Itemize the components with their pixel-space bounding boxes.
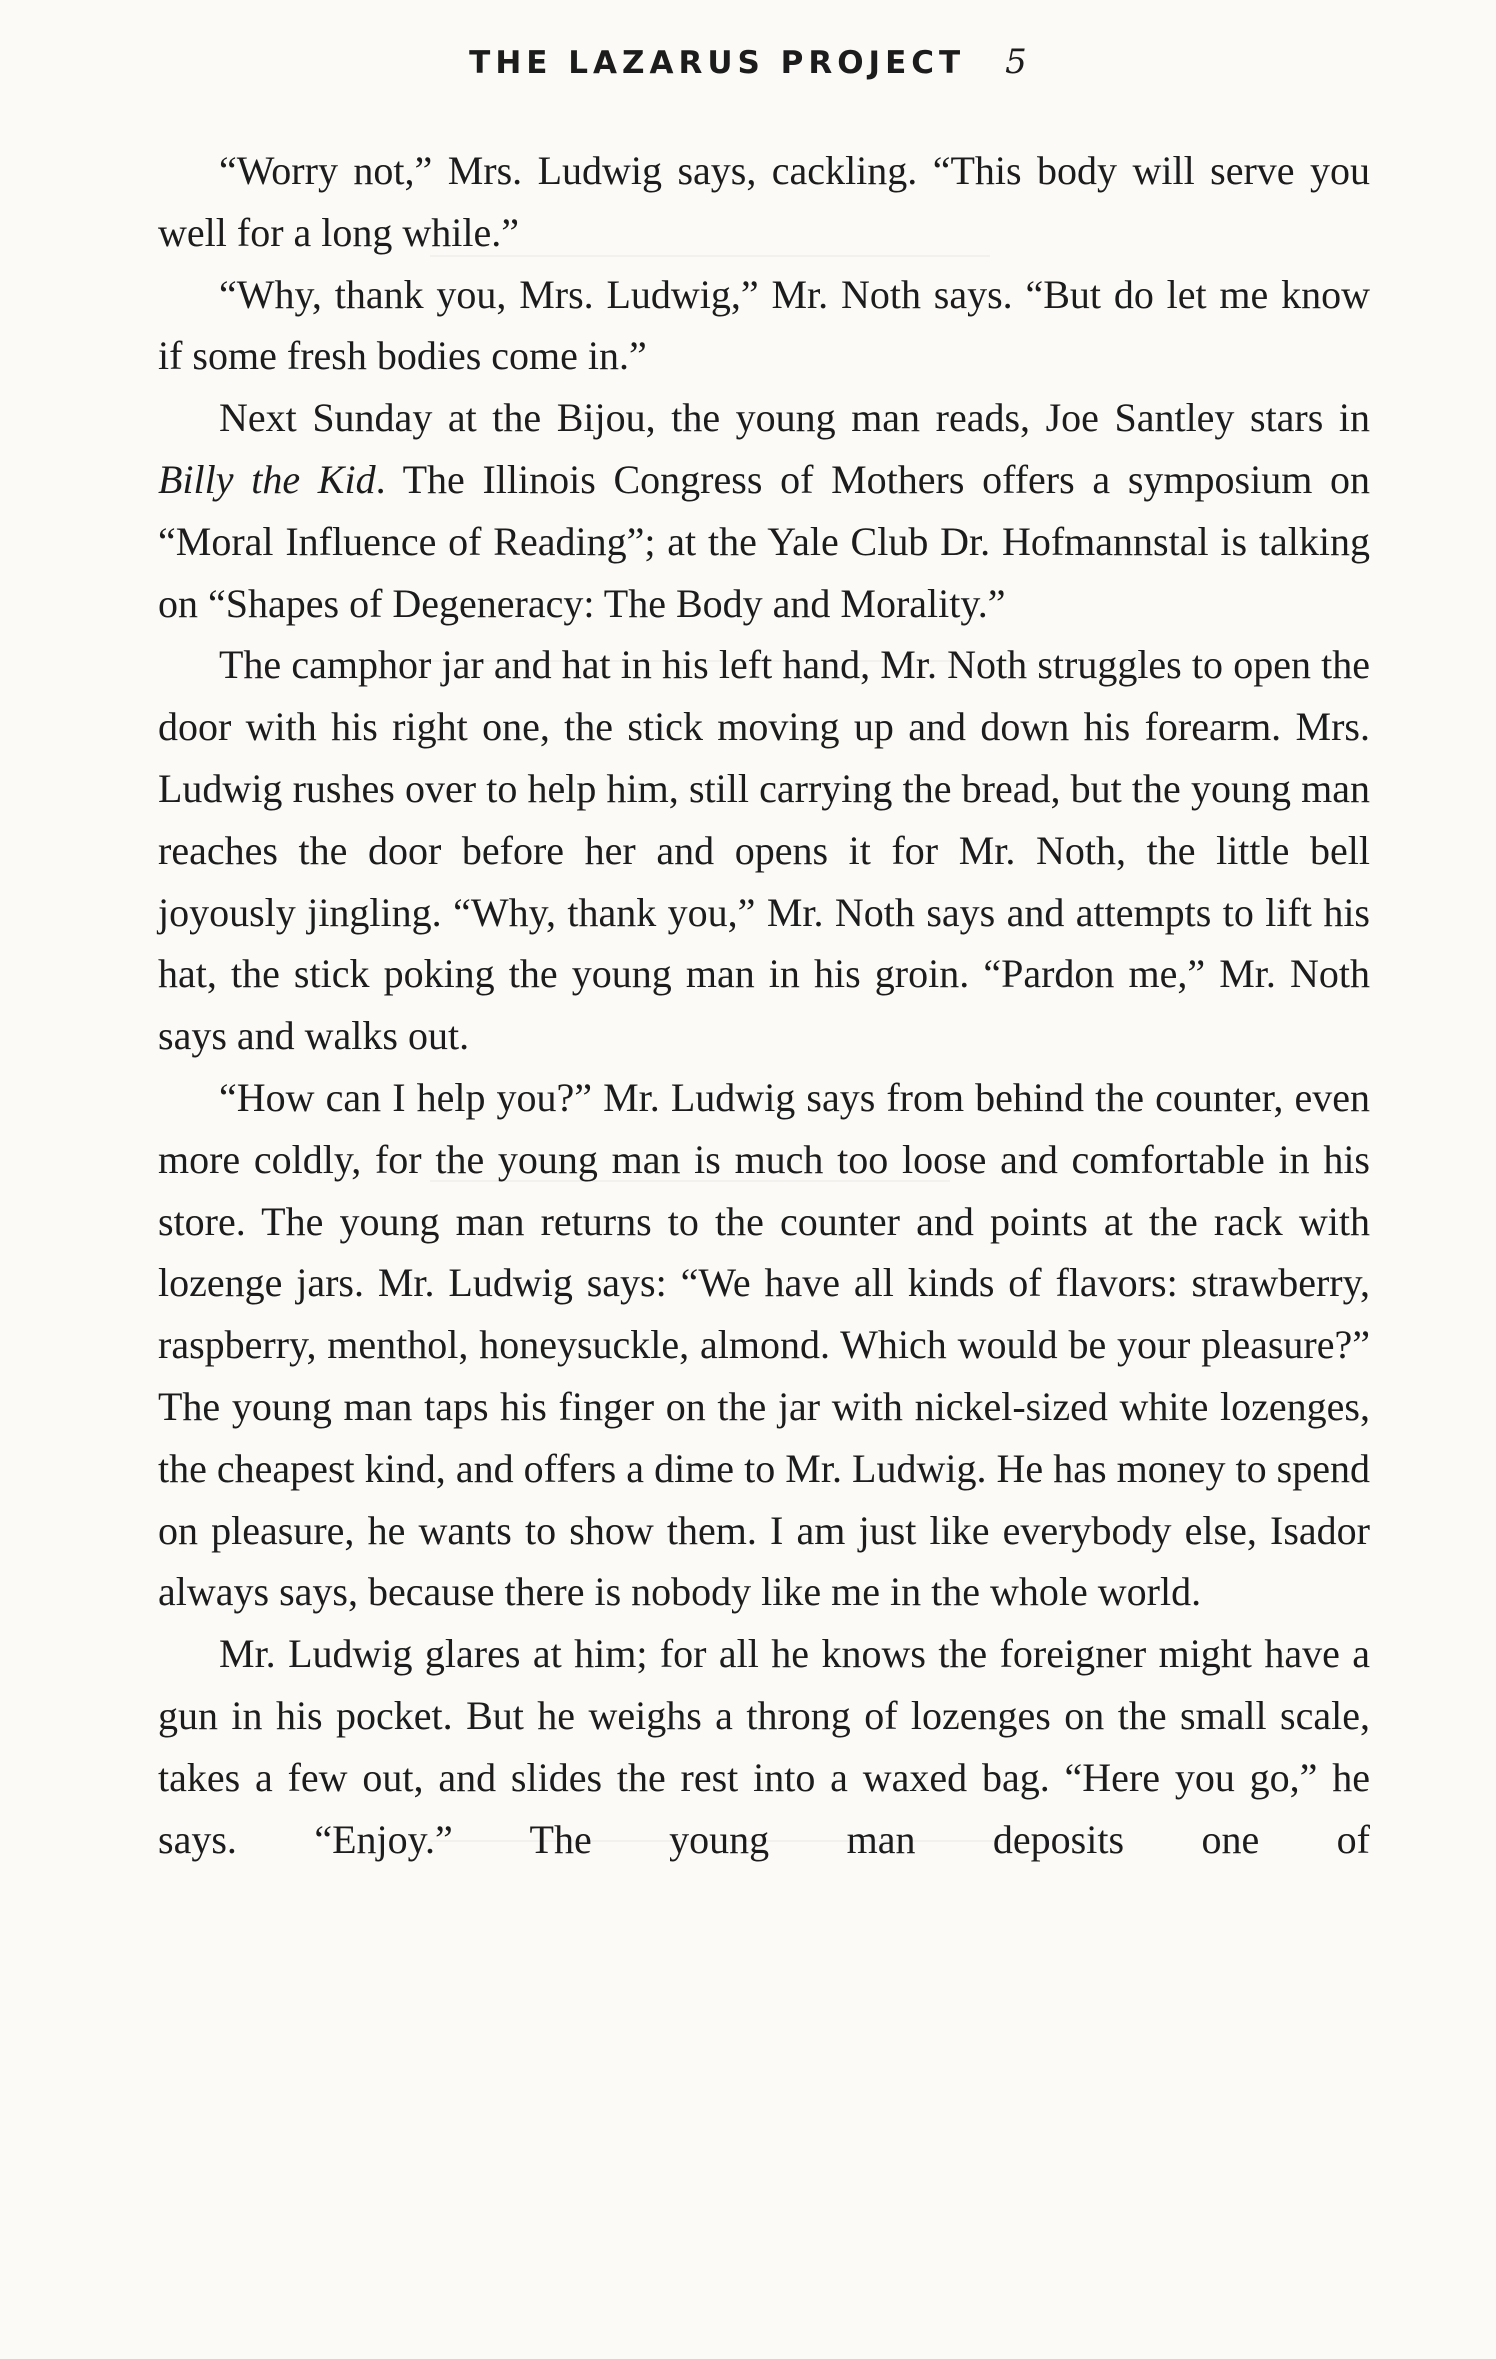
paragraph: Mr. Ludwig glares at him; for all he knows the foreigner might have a gun in his pocket. But he weighs a throng of lozenges on the small scale, takes a few out, and slides the rest into a waxed bag. “Here you go,” he says. “Enjoy.” The young man deposits one of — [158, 1631, 1370, 1862]
paragraph: The camphor jar and hat in his left hand, Mr. Noth struggles to open the door with his right one, the stick moving up and down his forearm. Mrs. Ludwig rushes over to help him, still carrying the bread, but the young man reaches the door before her and opens it for Mr. Noth, the little bell joyously jingling. “Why, thank you,” Mr. Noth says and attempts to lift his hat, the stick poking the young man in his groin. “Pardon me,” Mr. Noth says and walks out. — [158, 642, 1370, 1059]
paragraph-text: . The Illinois Congress of Mothers offers a symposium on “Moral Influence of Reading”; at the Yale Club Dr. Hofmannstal is talking on “Shapes of Degeneracy: The Body and Morality.” — [158, 456, 1371, 626]
page-number: 5 — [1005, 42, 1027, 82]
running-title: THE LAZARUS PROJECT — [469, 45, 966, 81]
body-text — [158, 140, 1370, 1870]
running-header — [0, 38, 1496, 87]
paragraph: “Worry not,” Mrs. Ludwig says, cackling. “This body will serve you well for a long while.” — [158, 148, 1370, 255]
film-title: Billy the Kid — [158, 456, 376, 502]
paragraph: “How can I help you?” Mr. Ludwig says from behind the counter, even more coldly, for the young man is much too loose and comfortable in his store. The young man returns to the counter and points at the rack with lozenge jars. Mr. Ludwig says: “We have all kinds of flavors: strawberry, raspberry, menthol, honeysuckle, almond. Which would be your pleasure?” The young man taps his finger on the jar with nickel-sized white lozenges, the cheapest kind, and offers a dime to Mr. Ludwig. He has money to spend on pleasure, he wants to show them. I am just like everybody else, Isador always says, because there is nobody like me in the whole world. — [158, 1074, 1370, 1615]
paragraph: “Why, thank you, Mrs. Ludwig,” Mr. Noth says. “But do let me know if some fresh bodies come in.” — [158, 271, 1370, 379]
paragraph-text: Next Sunday at the Bijou, the young man reads, Joe Santley stars in — [219, 395, 1370, 441]
paragraph — [158, 387, 1370, 634]
